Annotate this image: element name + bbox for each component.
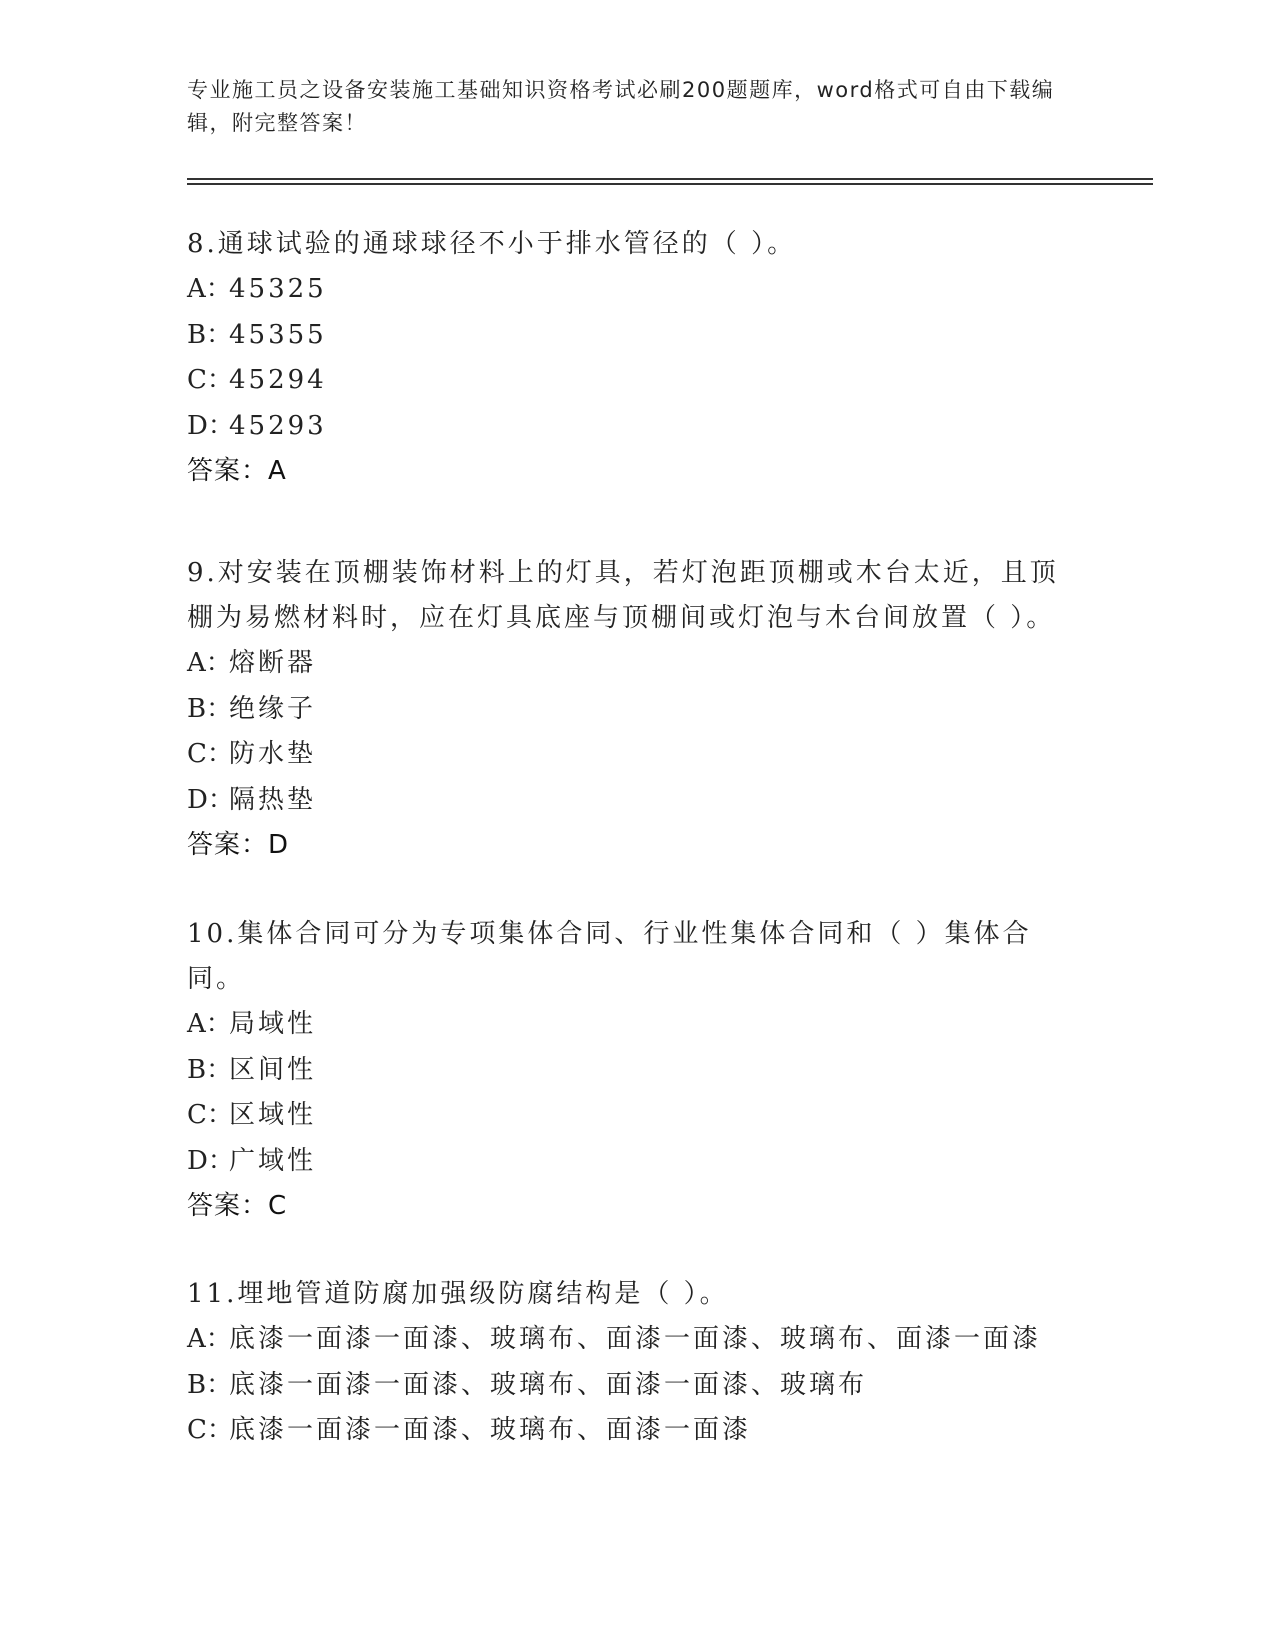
option-text: 45325 <box>229 274 327 304</box>
option-text: 底漆一面漆一面漆、玻璃布、面漆一面漆、玻璃布、面漆一面漆 <box>229 1324 1042 1354</box>
option-text: 45355 <box>229 319 327 350</box>
option-label: C： <box>187 1415 233 1445</box>
option-text: 局域性 <box>229 1009 317 1039</box>
answer-text: 答案：A <box>187 456 287 486</box>
option-label: B： <box>187 1369 233 1400</box>
option-b <box>187 1048 1067 1094</box>
option-label: C： <box>187 739 233 769</box>
option-c <box>187 1408 1067 1454</box>
option-a <box>187 1002 1067 1048</box>
option-text: 熔断器 <box>229 648 317 678</box>
option-label: A： <box>187 1324 232 1354</box>
question-11 <box>187 1272 1067 1454</box>
option-c <box>187 732 1067 778</box>
document-header-title: 专业施工员之设备安装施工基础知识资格考试必刷200题题库，word格式可自由下载编辑，附完整答案！ <box>187 78 1055 135</box>
question-stem: 9.对安装在顶棚装饰材料上的灯具，若灯泡距顶棚或木台太近，且顶棚为易燃材料时，应在灯具底座与顶棚间或灯泡与木台间放置（ ）。 <box>187 558 1059 633</box>
option-label: A： <box>187 1009 232 1039</box>
option-label: B： <box>187 693 233 724</box>
option-text: 广域性 <box>229 1145 317 1176</box>
option-a <box>187 1317 1067 1363</box>
option-d <box>187 1139 1067 1185</box>
question-stem: 10.集体合同可分为专项集体合同、行业性集体合同和（ ）集体合同。 <box>187 919 1032 994</box>
option-text: 底漆一面漆一面漆、玻璃布、面漆一面漆、玻璃布 <box>229 1369 868 1400</box>
option-label: D： <box>187 410 234 441</box>
header-divider-bottom <box>187 183 1153 185</box>
option-b <box>187 1363 1067 1409</box>
option-text: 底漆一面漆一面漆、玻璃布、面漆一面漆 <box>229 1415 752 1445</box>
option-text: 防水垫 <box>229 739 317 769</box>
option-d <box>187 778 1067 824</box>
question-stem: 11.埋地管道防腐加强级防腐结构是（ ）。 <box>187 1279 729 1309</box>
option-text: 45294 <box>229 365 327 395</box>
option-text: 绝缘子 <box>229 693 317 724</box>
option-label: B： <box>187 1054 233 1085</box>
option-text: 区域性 <box>229 1100 317 1130</box>
option-c <box>187 358 1067 404</box>
question-9 <box>187 551 1067 868</box>
answer-text: 答案：D <box>187 830 290 860</box>
option-b <box>187 687 1067 733</box>
question-stem: 8.通球试验的通球球径不小于排水管径的（ ）。 <box>187 229 797 259</box>
option-text: 45293 <box>229 410 327 441</box>
answer-text: 答案：C <box>187 1191 288 1221</box>
option-label: C： <box>187 365 233 395</box>
option-text: 隔热垫 <box>229 784 317 815</box>
option-a <box>187 641 1067 687</box>
option-label: A： <box>187 274 232 304</box>
option-c <box>187 1093 1067 1139</box>
question-10 <box>187 912 1067 1229</box>
option-d <box>187 404 1067 450</box>
option-label: C： <box>187 1100 233 1130</box>
question-8 <box>187 222 1067 494</box>
option-label: A： <box>187 648 232 678</box>
option-text: 区间性 <box>229 1054 317 1085</box>
option-label: D： <box>187 784 234 815</box>
header-divider-top <box>187 178 1153 180</box>
option-label: D： <box>187 1145 234 1176</box>
option-label: B： <box>187 319 233 350</box>
option-b <box>187 313 1067 359</box>
option-a <box>187 267 1067 313</box>
